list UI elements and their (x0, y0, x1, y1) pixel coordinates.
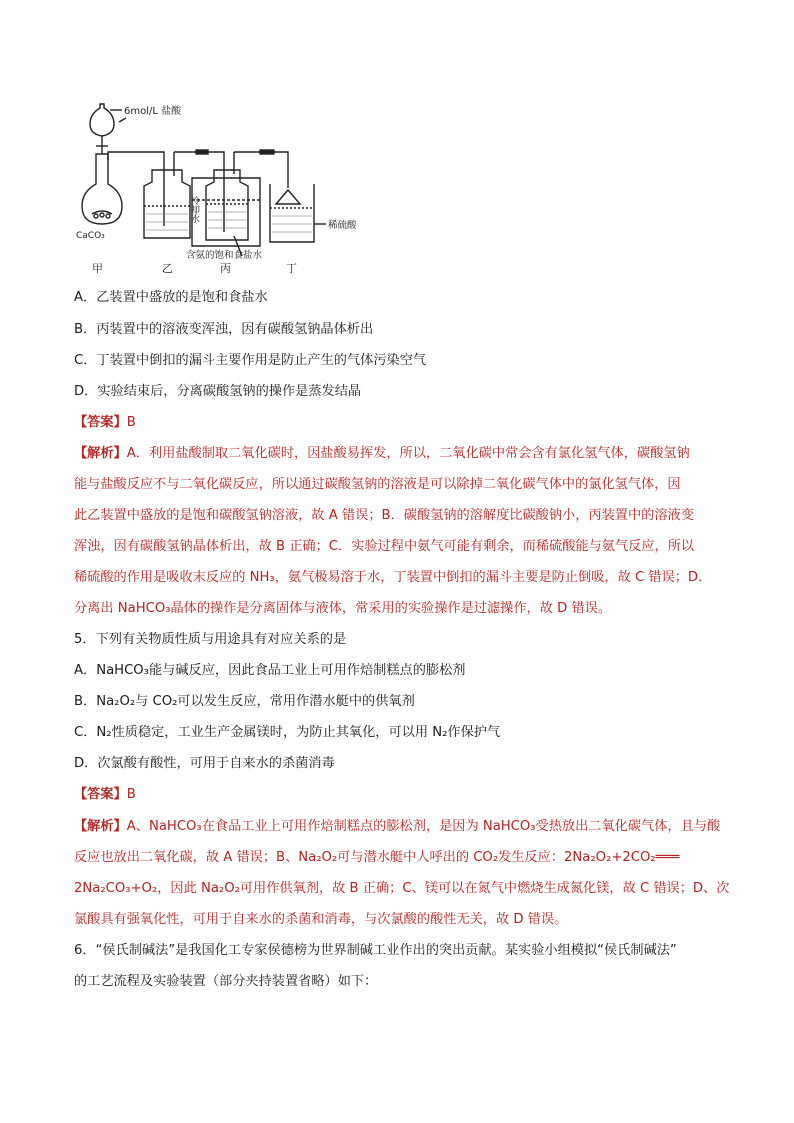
dilute-acid-label: 稀硫酸 (328, 220, 357, 231)
q4-analysis-line: 分离出 NaHCO₃晶体的操作是分离固体与液体，常采用的实验操作是过滤操作，故 D 错误。 (74, 601, 612, 616)
q4-option-d: D．实验结束后，分离碳酸氢钠的操作是蒸发结晶 (74, 384, 362, 399)
absorb-beaker (270, 184, 314, 242)
label-yi: 乙 (162, 262, 173, 275)
label-ding: 丁 (286, 262, 297, 275)
analysis-bracket: 【解析】 (74, 819, 127, 834)
answer-value: B (126, 787, 136, 802)
cooling-label: 冷却水 (189, 196, 199, 223)
q4-analysis-line (74, 444, 690, 464)
answer-value: B (126, 415, 136, 430)
analysis-text: A．利用盐酸制取二氧化碳时，因盐酸易挥发，所以，二氧化碳中常会含有氯化氢气体，碳酸氢钠 (126, 446, 690, 461)
label-jia: 甲 (92, 262, 103, 275)
q6-stem-line: 的工艺流程及实验装置（部分夹持装置省略）如下： (74, 974, 378, 989)
q4-option-a: A．乙装置中盛放的是饱和食盐水 (74, 290, 268, 305)
q5-analysis-line: 反应也放出二氧化碳，故 A 错误；B、Na₂O₂可与潜水艇中人呼出的 CO₂发生反应：2Na₂O₂+2CO₂═══ (74, 850, 680, 865)
q4-analysis-line: 稀硫酸的作用是吸收末反应的 NH₃，氨气极易溶于水，丁装置中倒扣的漏斗主要是防止倒吸，故 C 错误；D． (74, 570, 712, 585)
q5-analysis-line: 2Na₂CO₃+O₂，因此 Na₂O₂可用作供氧剂，故 B 正确；C、镁可以在氮气中燃烧生成氮化镁，故 C 错误；D、次 (74, 881, 730, 896)
caco3-label: CaCO₃ (76, 231, 105, 241)
brine-label: 含氨的饱和食盐水 (186, 250, 263, 261)
q5-option-a: A．NaHCO₃能与碱反应，因此食品工业上可用作焙制糕点的膨松剂 (74, 663, 466, 678)
label-bing: 丙 (220, 262, 231, 275)
q4-option-c: C．丁装置中倒扣的漏斗主要作用是防止产生的气体污染空气 (74, 353, 427, 368)
apparatus-figure (74, 96, 414, 276)
q4-analysis-line: 能与盐酸反应不与二氧化碳反应，所以通过碳酸氢钠的溶液是可以除掉二氧化碳气体中的氯化氢气体，因 (74, 477, 681, 492)
q4-analysis-line: 浑浊，因有碳酸氢钠晶体析出，故 B 正确；C．实验过程中氨气可能有剩余，而稀硫酸能与氨气反应，所以 (74, 539, 695, 554)
q4-analysis-line: 此乙装置中盛放的是饱和碳酸氢钠溶液，故 A 错误；B．碳酸氢钠的溶解度比碳酸钠小，丙装置中的溶液变 (74, 508, 694, 523)
q4-option-b: B．丙装置中的溶液变浑浊，因有碳酸氢钠晶体析出 (74, 322, 374, 337)
separatory-funnel (90, 104, 114, 136)
q6-stem-line: 6．“侯氏制碱法”是我国化工专家侯德榜为世界制碱工业作出的突出贡献。某实验小组模拟“侯氏制碱法” (74, 943, 677, 958)
q5-analysis-line (74, 817, 720, 837)
q5-stem: 5．下列有关物质性质与用途具有对应关系的是 (74, 632, 347, 647)
reaction-bottle (206, 170, 248, 240)
analysis-bracket: 【解析】 (74, 446, 127, 461)
q4-answer (74, 413, 136, 433)
q5-answer (74, 785, 136, 805)
answer-bracket: 【答案】 (74, 415, 127, 430)
inverted-funnel (276, 190, 300, 204)
q5-option-c: C．N₂性质稳定，工业生产金属镁时，为防止其氧化，可以用 N₂作保护气 (74, 725, 501, 740)
gas-tube (108, 152, 164, 170)
acid-label: 6mol/L 盐酸 (124, 106, 182, 117)
answer-bracket: 【答案】 (74, 787, 127, 802)
q5-option-b: B．Na₂O₂与 CO₂可以发生反应，常用作潜水艇中的供氧剂 (74, 694, 415, 709)
wash-bottle (144, 170, 190, 238)
q5-option-d: D．次氯酸有酸性，可用于自来水的杀菌消毒 (74, 756, 335, 771)
q5-analysis-line: 氯酸具有强氧化性，可用于自来水的杀菌和消毒，与次氯酸的酸性无关，故 D 错误。 (74, 912, 568, 927)
analysis-text: A、NaHCO₃在食品工业上可用作焙制糕点的膨松剂，是因为 NaHCO₃受热放出二氧化碳气体，且与酸 (126, 819, 721, 834)
